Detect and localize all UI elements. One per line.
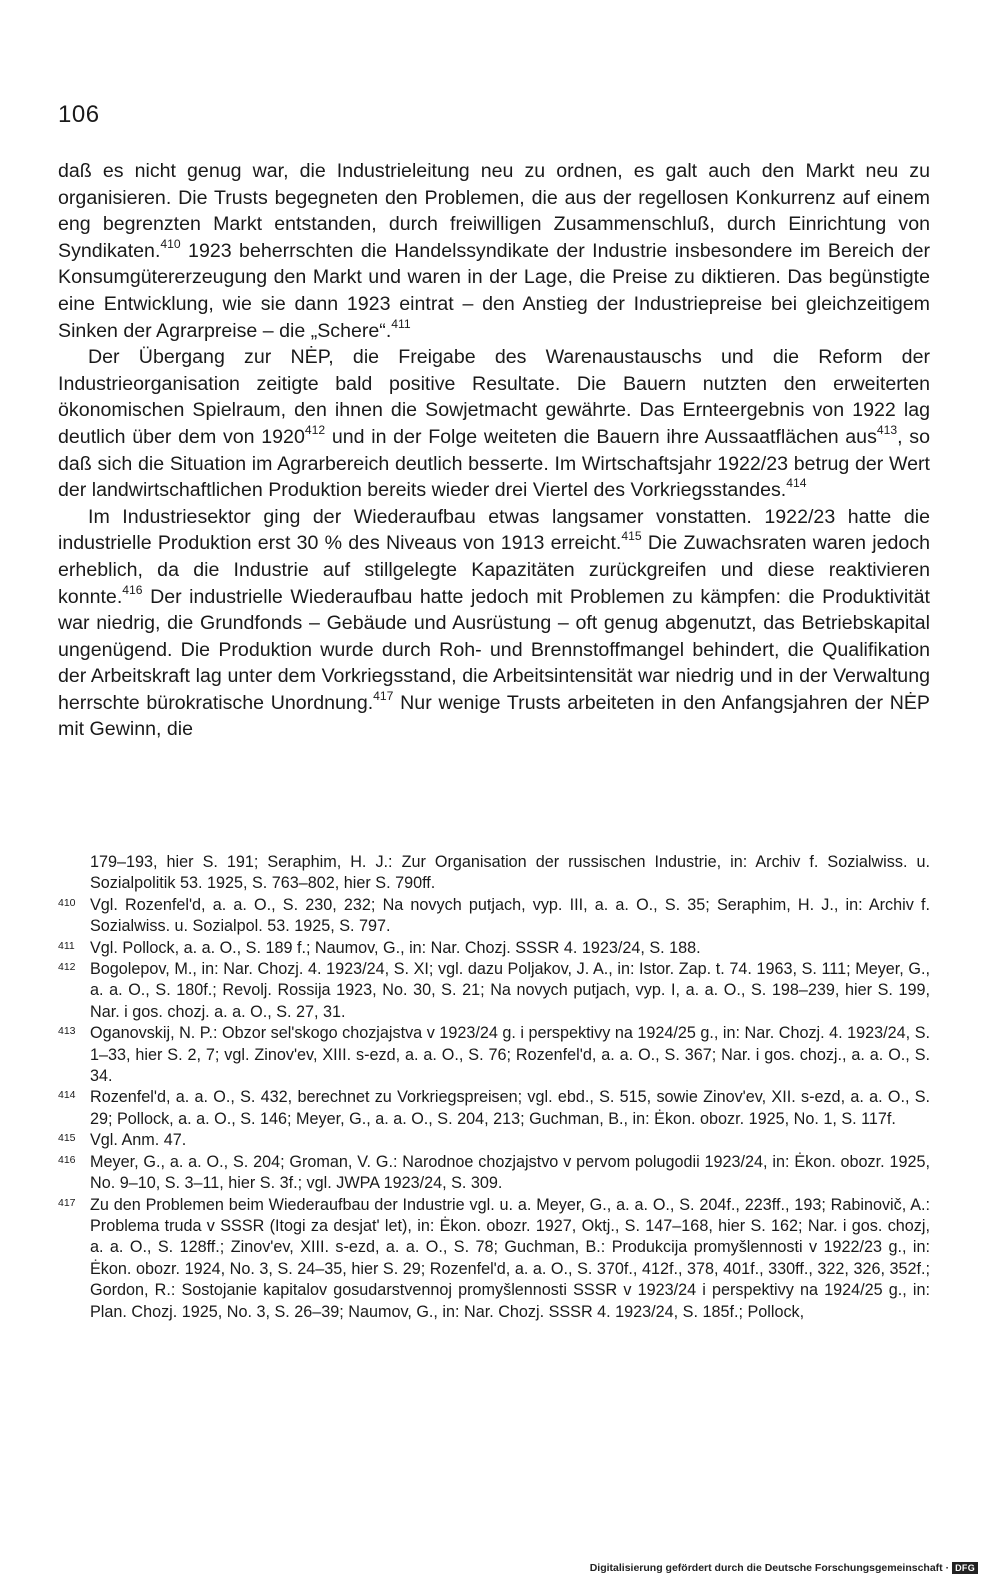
text-run: und in der Folge weiteten die Bauern ihre Aussaatflächen aus bbox=[325, 425, 877, 448]
footer-credit bbox=[590, 1562, 978, 1574]
paragraph bbox=[58, 158, 930, 344]
footnote-text: Rozenfel'd, a. a. O., S. 432, berechnet zu Vorkriegspreisen; vgl. ebd., S. 515, sowie Zinov'ev, XII. s-ezd, a. a. O., S. 29; Pollock, a. a. O., S. 146; Meyer, G., a. a. O., S. 204, 213; Guchman, B., in: Ėkon. obozr. 1925, No. 1, S. 117f. bbox=[90, 1088, 930, 1128]
footnote-text: Vgl. Anm. 47. bbox=[90, 1131, 187, 1150]
footnote-text: Meyer, G., a. a. O., S. 204; Groman, V. G.: Narodnoe chozjajstvo v pervom polugodii 1923/24, in: Ėkon. obozr. 1925, No. 9–10, S. 3–11, hier S. 3f.; vgl. JWPA 1923/24, S. 309. bbox=[90, 1152, 930, 1193]
footnote bbox=[58, 1152, 930, 1195]
footnote-number: 416 bbox=[58, 1153, 76, 1166]
main-text bbox=[58, 158, 930, 743]
footnote-text: Vgl. Rozenfel'd, a. a. O., S. 230, 232; Na novych putjach, vyp. III, a. a. O., S. 35; Seraphim, H. J., in: Archiv f. Sozialwiss. u. Sozialpol. 53. 1925, S. 797. bbox=[90, 895, 930, 936]
footnote bbox=[58, 1130, 930, 1151]
footnote-number: 412 bbox=[58, 961, 76, 974]
footnote bbox=[58, 852, 930, 895]
footnote-text: Vgl. Pollock, a. a. O., S. 189 f.; Naumov, G., in: Nar. Chozj. SSSR 4. 1923/24, S. 188. bbox=[90, 938, 701, 957]
footnote-reference[interactable]: 413 bbox=[876, 422, 898, 437]
footnote-reference[interactable]: 417 bbox=[373, 688, 394, 703]
paragraph bbox=[58, 504, 930, 743]
footnote-number: 415 bbox=[58, 1132, 76, 1145]
text-run: Der industrielle Wiederaufbau hatte jedoch mit Problemen zu kämpfen: die Produktivität war niedrig, die Grundfonds – Gebäude und Ausrüstung – oft genug abgenutzt, das Betriebskapital ungenügend. Die Produktion wurde durch Roh- und Brennstoffmangel behindert, die Qualifikation der Arbeitskraft lag unter dem Vorkriegsstand, die Arbeitsintensität war niedrig und in der Verwaltung herrschte bürokratische Unordnung. bbox=[58, 585, 930, 714]
footnote-reference[interactable]: 416 bbox=[122, 582, 143, 597]
footnote-text: Oganovskij, N. P.: Obzor sel'skogo chozjajstva v 1923/24 g. i perspektivy na 1924/25 g., in: Nar. Chozj. 4. 1923/24, S. 1–33, hier S. 2, 7; vgl. Zinov'ev, XIII. s-ezd, a. a. O., S. 76; Rozenfel'd, a. a. O., S. 367; Nar. i gos. chozj., a. a. O., S. 34. bbox=[90, 1024, 930, 1086]
text-run: Der Übergang zur NĖP, die Freigabe des Warenaustauschs und die Reform der Industrieorganisation zeitigte bald positive Resultate. Die Bauern nutzten den erweiterten ökonomischen Spielraum, den ihnen die Sowjetmacht gewährte. Das Ernteergebnis von 1922 lag deutlich über dem von 1920 bbox=[58, 346, 930, 448]
footnote-number: 417 bbox=[58, 1196, 76, 1209]
footnote-number bbox=[58, 852, 90, 895]
text-run: 1923 beherrschten die Handelssyndikate der Industrie insbesondere im Bereich der Konsumgütererzeugung den Markt und waren in der Lage, die Preise zu diktieren. Das begünstigte eine Entwicklung, wie sie dann 1923 eintrat – den Anstieg der Industriepreise bei gleichzeitigem Sinken der Agrarpreise – die „Schere“. bbox=[58, 239, 930, 342]
text-run: Nur wenige Trusts arbeiteten in den Anfangsjahren der NĖP mit Gewinn, die bbox=[58, 691, 930, 741]
footnote bbox=[58, 1087, 930, 1130]
footnote-number: 411 bbox=[58, 939, 75, 952]
text-run: , so daß sich die Situation im Agrarbereich deutlich besserte. Im Wirtschaftsjahr 1922/23 betrug der Wert der landwirtschaftlichen Produktion bereits wieder drei Viertel des Vorkriegsstandes. bbox=[58, 425, 930, 502]
footnote-reference[interactable]: 410 bbox=[160, 236, 181, 251]
footnote-reference[interactable]: 412 bbox=[304, 422, 326, 437]
footnote bbox=[58, 895, 930, 938]
paragraph bbox=[58, 344, 930, 504]
footnote-reference[interactable]: 415 bbox=[621, 529, 642, 544]
page-number: 106 bbox=[58, 101, 100, 128]
footnotes bbox=[58, 852, 930, 1323]
footnote-reference[interactable]: 414 bbox=[786, 476, 807, 491]
footnote-number: 413 bbox=[58, 1025, 76, 1038]
dfg-logo-icon: DFG bbox=[952, 1562, 978, 1574]
footnote-text: Bogolepov, M., in: Nar. Chozj. 4. 1923/24, S. XI; vgl. dazu Poljakov, J. A., in: Istor. Zap. t. 74. 1963, S. 111; Meyer, G., a. a. O., S. 180f.; Revolj. Rossija 1923, No. 30, S. 21; Na novych putjach, vyp. I, a. a. O., S. 198–239, hier S. 199, Nar. i gos. chozj. a. a. O., S. 27, 31. bbox=[90, 960, 930, 1021]
footnote-number: 414 bbox=[58, 1089, 76, 1102]
footnote-text: 179–193, hier S. 191; Seraphim, H. J.: Zur Organisation der russischen Industrie, in: Archiv f. Sozialwiss. u. Sozialpolitik 53. 1925, S. 763–802, hier S. 790ff. bbox=[90, 853, 930, 893]
text-run: Im Industriesektor ging der Wiederaufbau etwas langsamer vonstatten. 1922/23 hatte die industrielle Produktion erst 30 % des Niveaus von 1913 erreicht. bbox=[58, 505, 930, 555]
footnote bbox=[58, 938, 930, 959]
footnote-number: 410 bbox=[58, 896, 76, 909]
footnote bbox=[58, 959, 930, 1023]
text-run: daß es nicht genug war, die Industrieleitung neu zu ordnen, es galt auch den Markt neu zu organisieren. Die Trusts begegneten den Problemen, die aus der regellosen Konkurrenz auf einem eng begrenzten Markt entstanden, durch freiwilligen Zusammenschluß, durch Einrichtung von Syndikaten. bbox=[58, 160, 930, 262]
footer-credit-text: Digitalisierung gefördert durch die Deutsche Forschungsgemeinschaft · bbox=[589, 1562, 950, 1574]
footnote-reference[interactable]: 411 bbox=[391, 316, 411, 331]
footnote-text: Zu den Problemen beim Wiederaufbau der Industrie vgl. u. a. Meyer, G., a. a. O., S. 204f., 223ff., 193; Rabinovič, A.: Problema truda v SSSR (Itogi za desjat' let), in: Ėkon. obozr. 1927, Oktj., S. 147–168, hier S. 162; Nar. i gos. chozj, a. a. O., S. 128ff.; Zinov'ev, XIII. s-ezd, a. a. O., S. 78; Guchman, B.: Produkcija promyšlennosti v 1922/23 g., in: Ėkon. obozr. 1924, No. 3, S. 24–35, hier S. 29; Rozenfel'd, a. a. O., S. 370f., 412f., 378, 401f., 330ff., 322, 326, 352f.; Gordon, R.: Sostojanie kapitalov gosudarstvennoj promyšlennosti SSSR v 1923/24 i perspektivy na 1924/25 g., in: Plan. Chozj. 1925, No. 3, S. 26–39; Naumov, G., in: Nar. Chozj. SSSR 4. 1923/24, S. 185f.; Pollock, bbox=[90, 1195, 930, 1321]
footnote bbox=[58, 1023, 930, 1087]
text-run: Die Zuwachsraten waren jedoch erheblich, da die Industrie auf stillgelegte Kapazitäten zurückgreifen und diese reaktivieren konnte. bbox=[58, 532, 931, 608]
footnote bbox=[58, 1195, 930, 1323]
